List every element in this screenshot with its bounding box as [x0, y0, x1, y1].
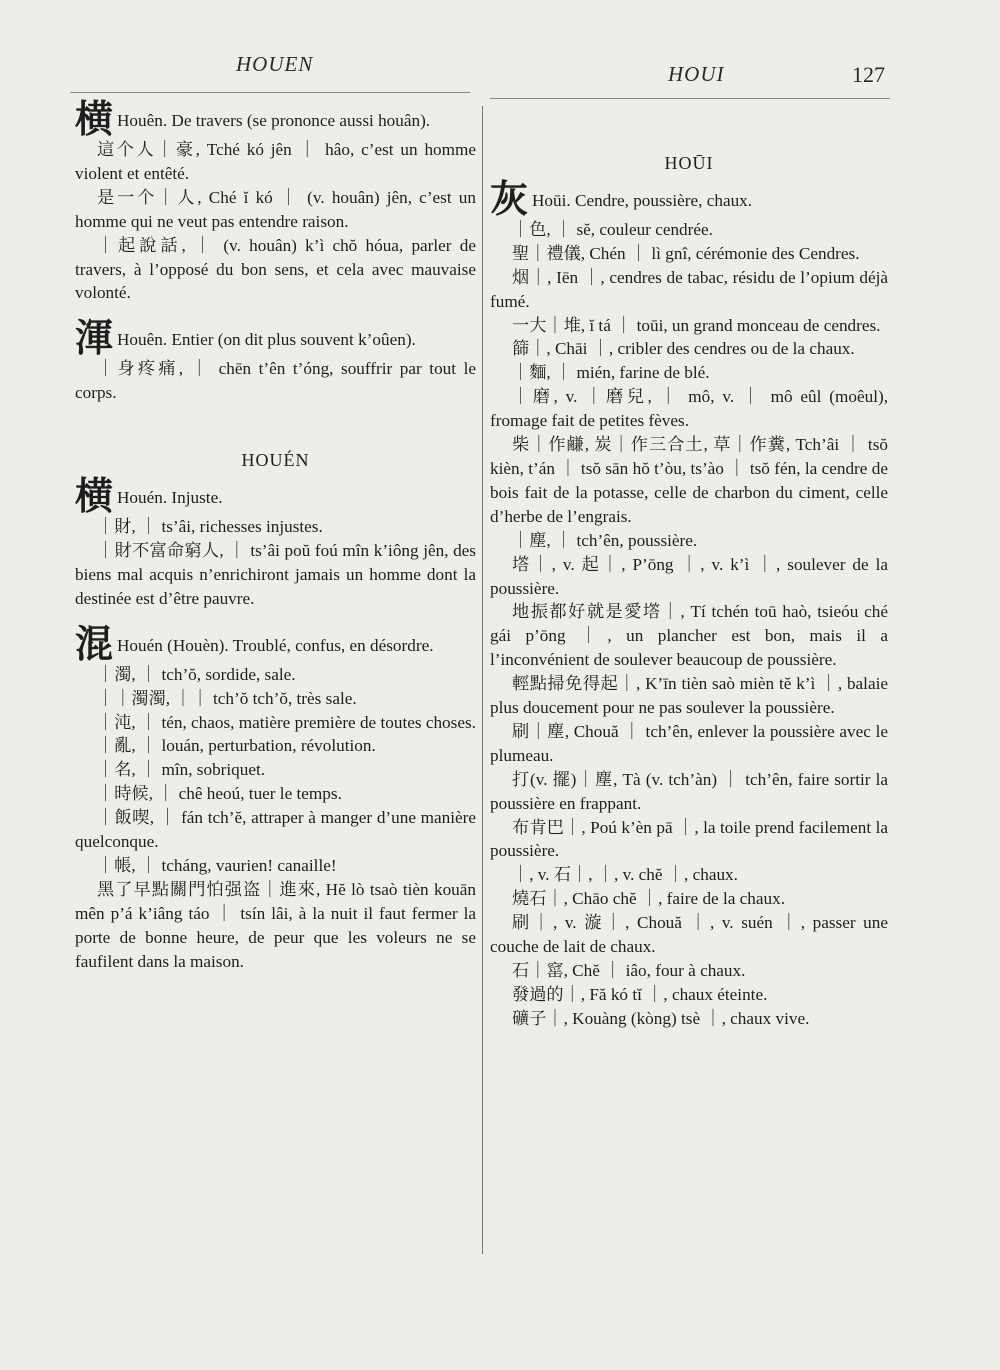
- headword: 渾: [75, 316, 114, 361]
- entry-houen-3: [75, 474, 476, 519]
- sub-entry: ｜身疼痛, ｜ chēn t’ên t’óng, souffrir par tout le corps.: [75, 359, 476, 403]
- entry-definition: Houén (Houèn). Troublé, confus, en désordre.: [117, 635, 434, 655]
- sub-entry: ｜濁, ｜ tch’ŏ, sordide, sale.: [97, 664, 296, 684]
- sub-entry: 礦子｜, Kouàng (kòng) tsè ｜, chaux vive.: [512, 1008, 810, 1028]
- sub-entry: ｜｜濁濁, ｜｜ tch’ŏ tch’ŏ, très sale.: [97, 688, 357, 708]
- sub-entry: 刷｜, v. 漩｜, Chouă ｜, v. suén ｜, passer une couche de lait de chaux.: [490, 913, 888, 957]
- sub-entry: ｜起說話, ｜ (v. houân) k’ì chŏ hóua, parler de travers, à l’opposé du bon sens, et cela avec mauvaise volonté.: [75, 235, 476, 303]
- sub-entry: 布肯巴｜, Poú k’èn pā ｜, la toile prend facilement la poussière.: [490, 817, 888, 861]
- sub-entry: 是一个｜人, Ché ĭ kó ｜ (v. houân) jên, c’est un homme qui ne veut pas entendre raison.: [75, 187, 476, 231]
- sub-entry: ｜磨, v. ｜磨兒, ｜ mô, v. ｜ mô eûl (moêul), fromage fait de petites fèves.: [490, 387, 888, 431]
- sub-entry: 這个人｜豪, Tché kó jên ｜ hâo, c’est un homme violent et entêté.: [75, 140, 476, 183]
- entry-houen-1: [75, 97, 476, 141]
- sub-entry: 打(v. 擺)｜塵, Tà (v. tch’àn) ｜ tch’ên, faire sortir la poussière en frappant.: [490, 769, 888, 813]
- sub-entry: 烟｜, Iēn ｜, cendres de tabac, résidu de l’opium déjà fumé.: [490, 267, 888, 311]
- right-column: [490, 150, 888, 1031]
- sub-entry: ｜飯喫, ｜ fán tch’ĕ, attraper à manger d’une manière quelconque.: [75, 808, 476, 852]
- sub-entry: 㙮｜, v. 起｜, P’ōng ｜, v. k’ì ｜, soulever de la poussière.: [490, 554, 888, 598]
- entry-definition: Hoūi. Cendre, poussière, chaux.: [532, 190, 753, 210]
- sub-entry: 輕點掃免得起｜, K’īn tièn saò mièn tĕ k’ì ｜, balaie plus doucement pour ne pas soulever la poussière.: [490, 674, 888, 718]
- sub-entry: 石｜窰, Chĕ ｜ iâo, four à chaux.: [512, 961, 746, 980]
- sub-entry: 聖｜禮儀, Chén ｜ lì gnî, cérémonie des Cendres.: [512, 243, 860, 263]
- header-rule-left: [70, 92, 470, 93]
- running-head-right: HOUI: [668, 62, 725, 86]
- entry-definition: Houén. Injuste.: [117, 488, 223, 508]
- running-head-left: HOUEN: [236, 52, 314, 76]
- sub-entry: 發過的｜, Fă kó tĭ ｜, chaux éteinte.: [512, 984, 768, 1004]
- sub-entry: 地振都好就是愛㙮｜, Tí tchén toū haò, tsieóu ché gái p’ōng ｜, un plancher est bon, mais il a l’inconvénient de soulever beaucoup de poussière.: [490, 602, 888, 670]
- entry-houen-4: [75, 621, 476, 666]
- headword: 横: [75, 474, 114, 519]
- sub-entry: ｜色, ｜ sĕ, couleur cendrée.: [512, 219, 713, 239]
- sub-entry: ｜帳, ｜ tcháng, vaurien! canaille!: [97, 855, 337, 875]
- sub-entry: ｜麵, ｜ mién, farine de blé.: [512, 363, 710, 383]
- sub-entry: ｜, v. 石｜, ｜, v. chĕ ｜, chaux.: [512, 865, 738, 885]
- sub-entry: ｜時候, ｜ chê heoú, tuer le temps.: [97, 784, 342, 804]
- sub-entry: 一大｜堆, ĭ tá ｜ toūi, un grand monceau de cendres.: [512, 315, 881, 335]
- header-rule-right: [490, 98, 890, 99]
- sub-entry: ｜沌, ｜ tén, chaos, matière première de toutes choses.: [97, 712, 476, 732]
- entry-houi: [490, 176, 888, 221]
- sub-entry: 篩｜, Chāi ｜, cribler des cendres ou de la chaux.: [512, 339, 855, 359]
- headword: 灰: [490, 176, 529, 221]
- sub-entry: ｜財, ｜ ts’âi, richesses injustes.: [97, 517, 323, 537]
- sub-entry: 刷｜塵, Chouă ｜ tch’ên, enlever la poussière avec le plumeau.: [490, 721, 888, 765]
- sub-entry: ｜塵, ｜ tch’ên, poussière.: [512, 530, 698, 550]
- sub-entry: ｜名, ｜ mîn, sobriquet.: [97, 760, 266, 780]
- headword: 混: [75, 621, 114, 666]
- headword: 横: [75, 97, 114, 141]
- page-number: 127: [852, 62, 885, 87]
- sub-entry: ｜財不富命窮人, ｜ ts’âi poŭ foú mîn k’iông jên, des biens mal acquis n’enrichiront jamais un homme dont la destinée est d’être pauvre.: [75, 540, 476, 608]
- section-heading: HOŪI: [664, 153, 714, 173]
- column-divider: [482, 106, 483, 1254]
- sub-entry: 燒石｜, Chāo chĕ ｜, faire de la chaux.: [512, 889, 785, 909]
- entry-definition: Houên. De travers (se prononce aussi houân).: [117, 111, 431, 130]
- entry-houen-2: [75, 316, 476, 361]
- sub-entry: ｜亂, ｜ louán, perturbation, révolution.: [97, 736, 376, 756]
- left-column: [75, 97, 476, 973]
- section-heading: HOUÉN: [241, 450, 310, 471]
- entry-definition: Houên. Entier (on dit plus souvent k’oûen).: [117, 330, 416, 350]
- sub-entry: 柴｜作鹻, 炭｜作三合土, 草｜作糞, Tch’âi ｜ tsŏ kièn, t’án ｜ tsŏ sān hŏ t’òu, ts’ào ｜ tsŏ fén, la cendre de bois fait de la potasse, celle de charbon du ciment, celle d’herbe de l’engrais.: [490, 435, 888, 526]
- sub-entry: 黑了早點關門怕强盗｜進來, Hĕ lò tsaò tièn kouān mên p’á k’iâng táo ｜ tsín lâi, à la nuit il faut fermer la porte de bonne heure, de peur que les voleurs ne se faufilent dans la maison.: [75, 879, 476, 971]
